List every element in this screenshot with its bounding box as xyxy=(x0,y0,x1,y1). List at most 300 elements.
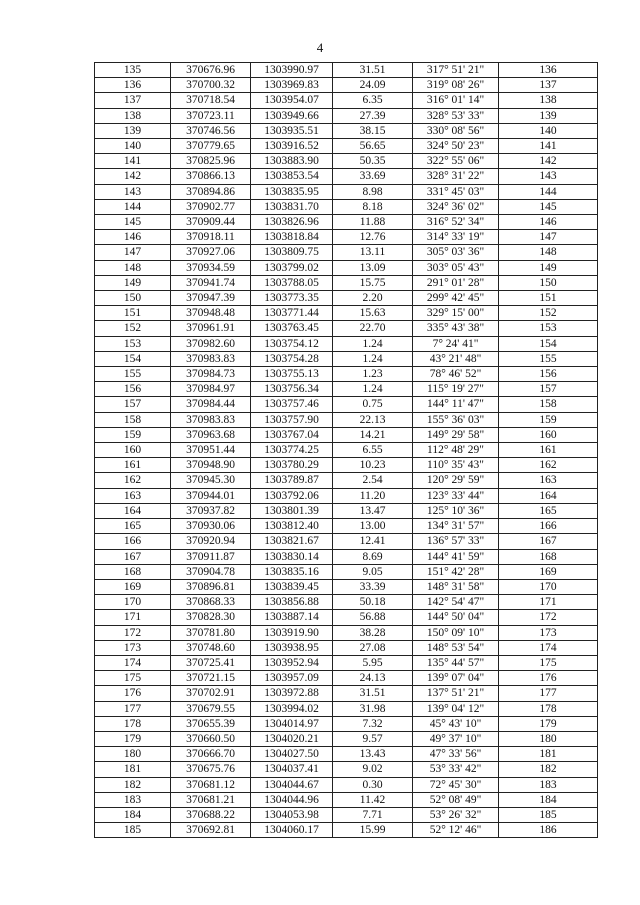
y-coordinate-cell: 1303949.66 xyxy=(251,108,333,123)
next-point-cell: 168 xyxy=(499,549,598,564)
x-coordinate-cell: 370984.44 xyxy=(171,397,251,412)
next-point-cell: 149 xyxy=(499,260,598,275)
table-row xyxy=(95,123,598,138)
y-coordinate-cell: 1304060.17 xyxy=(251,823,333,838)
table-row xyxy=(95,443,598,458)
next-point-cell: 143 xyxy=(499,169,598,184)
table-row xyxy=(95,792,598,807)
x-coordinate-cell: 370944.01 xyxy=(171,488,251,503)
x-coordinate-cell: 370902.77 xyxy=(171,199,251,214)
y-coordinate-cell: 1304014.97 xyxy=(251,716,333,731)
bearing-cell: 328° 53' 33" xyxy=(413,108,499,123)
y-coordinate-cell: 1303831.70 xyxy=(251,199,333,214)
point-number-cell: 147 xyxy=(95,245,171,260)
bearing-cell: 112° 48' 29" xyxy=(413,443,499,458)
table-row xyxy=(95,78,598,93)
point-number-cell: 148 xyxy=(95,260,171,275)
point-number-cell: 172 xyxy=(95,625,171,640)
table-row xyxy=(95,397,598,412)
bearing-cell: 305° 03' 36" xyxy=(413,245,499,260)
bearing-cell: 319° 08' 26" xyxy=(413,78,499,93)
x-coordinate-cell: 370945.30 xyxy=(171,473,251,488)
bearing-cell: 330° 08' 56" xyxy=(413,123,499,138)
distance-cell: 6.55 xyxy=(333,443,413,458)
distance-cell: 10.23 xyxy=(333,458,413,473)
table-row xyxy=(95,519,598,534)
bearing-cell: 72° 45' 30" xyxy=(413,777,499,792)
next-point-cell: 155 xyxy=(499,351,598,366)
y-coordinate-cell: 1303954.07 xyxy=(251,93,333,108)
x-coordinate-cell: 370721.15 xyxy=(171,671,251,686)
distance-cell: 9.57 xyxy=(333,731,413,746)
y-coordinate-cell: 1303916.52 xyxy=(251,139,333,154)
distance-cell: 13.43 xyxy=(333,747,413,762)
bearing-cell: 314° 33' 19" xyxy=(413,230,499,245)
table-row xyxy=(95,655,598,670)
bearing-cell: 47° 33' 56" xyxy=(413,747,499,762)
y-coordinate-cell: 1303969.83 xyxy=(251,78,333,93)
table-row xyxy=(95,108,598,123)
y-coordinate-cell: 1303835.16 xyxy=(251,564,333,579)
next-point-cell: 153 xyxy=(499,321,598,336)
next-point-cell: 177 xyxy=(499,686,598,701)
next-point-cell: 174 xyxy=(499,640,598,655)
point-number-cell: 164 xyxy=(95,503,171,518)
distance-cell: 22.13 xyxy=(333,412,413,427)
next-point-cell: 142 xyxy=(499,154,598,169)
distance-cell: 56.88 xyxy=(333,610,413,625)
x-coordinate-cell: 370688.22 xyxy=(171,807,251,822)
point-number-cell: 178 xyxy=(95,716,171,731)
bearing-cell: 134° 31' 57" xyxy=(413,519,499,534)
next-point-cell: 158 xyxy=(499,397,598,412)
bearing-cell: 49° 37' 10" xyxy=(413,731,499,746)
x-coordinate-cell: 370983.83 xyxy=(171,412,251,427)
y-coordinate-cell: 1303821.67 xyxy=(251,534,333,549)
table-row xyxy=(95,199,598,214)
table-row xyxy=(95,321,598,336)
table-row xyxy=(95,215,598,230)
point-number-cell: 169 xyxy=(95,579,171,594)
y-coordinate-cell: 1303812.40 xyxy=(251,519,333,534)
x-coordinate-cell: 370930.06 xyxy=(171,519,251,534)
next-point-cell: 182 xyxy=(499,762,598,777)
bearing-cell: 328° 31' 22" xyxy=(413,169,499,184)
distance-cell: 11.20 xyxy=(333,488,413,503)
table-row xyxy=(95,154,598,169)
distance-cell: 33.39 xyxy=(333,579,413,594)
point-number-cell: 162 xyxy=(95,473,171,488)
bearing-cell: 324° 50' 23" xyxy=(413,139,499,154)
x-coordinate-cell: 370779.65 xyxy=(171,139,251,154)
next-point-cell: 169 xyxy=(499,564,598,579)
point-number-cell: 156 xyxy=(95,382,171,397)
bearing-cell: 335° 43' 38" xyxy=(413,321,499,336)
table-row xyxy=(95,458,598,473)
bearing-cell: 53° 26' 32" xyxy=(413,807,499,822)
point-number-cell: 135 xyxy=(95,63,171,78)
x-coordinate-cell: 370679.55 xyxy=(171,701,251,716)
point-number-cell: 141 xyxy=(95,154,171,169)
bearing-cell: 125° 10' 36" xyxy=(413,503,499,518)
x-coordinate-cell: 370675.76 xyxy=(171,762,251,777)
y-coordinate-cell: 1303883.90 xyxy=(251,154,333,169)
point-number-cell: 182 xyxy=(95,777,171,792)
bearing-cell: 45° 43' 10" xyxy=(413,716,499,731)
table-row xyxy=(95,139,598,154)
table-row xyxy=(95,291,598,306)
bearing-cell: 329° 15' 00" xyxy=(413,306,499,321)
next-point-cell: 179 xyxy=(499,716,598,731)
x-coordinate-cell: 370868.33 xyxy=(171,595,251,610)
point-number-cell: 155 xyxy=(95,367,171,382)
bearing-cell: 43° 21' 48" xyxy=(413,351,499,366)
point-number-cell: 153 xyxy=(95,336,171,351)
next-point-cell: 164 xyxy=(499,488,598,503)
point-number-cell: 157 xyxy=(95,397,171,412)
y-coordinate-cell: 1303818.84 xyxy=(251,230,333,245)
next-point-cell: 148 xyxy=(499,245,598,260)
table-row xyxy=(95,549,598,564)
y-coordinate-cell: 1303763.45 xyxy=(251,321,333,336)
bearing-cell: 144° 50' 04" xyxy=(413,610,499,625)
x-coordinate-cell: 370702.91 xyxy=(171,686,251,701)
next-point-cell: 147 xyxy=(499,230,598,245)
x-coordinate-cell: 370934.59 xyxy=(171,260,251,275)
y-coordinate-cell: 1303755.13 xyxy=(251,367,333,382)
table-row xyxy=(95,93,598,108)
point-number-cell: 139 xyxy=(95,123,171,138)
y-coordinate-cell: 1303801.39 xyxy=(251,503,333,518)
x-coordinate-cell: 370700.32 xyxy=(171,78,251,93)
next-point-cell: 157 xyxy=(499,382,598,397)
point-number-cell: 173 xyxy=(95,640,171,655)
y-coordinate-cell: 1304027.50 xyxy=(251,747,333,762)
table-row xyxy=(95,336,598,351)
distance-cell: 50.35 xyxy=(333,154,413,169)
distance-cell: 13.47 xyxy=(333,503,413,518)
table-row xyxy=(95,579,598,594)
bearing-cell: 78° 46' 52" xyxy=(413,367,499,382)
point-number-cell: 144 xyxy=(95,199,171,214)
table-row xyxy=(95,686,598,701)
x-coordinate-cell: 370920.94 xyxy=(171,534,251,549)
distance-cell: 38.28 xyxy=(333,625,413,640)
distance-cell: 24.09 xyxy=(333,78,413,93)
bearing-cell: 110° 35' 43" xyxy=(413,458,499,473)
bearing-cell: 142° 54' 47" xyxy=(413,595,499,610)
point-number-cell: 150 xyxy=(95,291,171,306)
point-number-cell: 163 xyxy=(95,488,171,503)
y-coordinate-cell: 1303994.02 xyxy=(251,701,333,716)
next-point-cell: 185 xyxy=(499,807,598,822)
distance-cell: 31.51 xyxy=(333,686,413,701)
next-point-cell: 150 xyxy=(499,275,598,290)
distance-cell: 12.41 xyxy=(333,534,413,549)
y-coordinate-cell: 1304044.67 xyxy=(251,777,333,792)
distance-cell: 13.00 xyxy=(333,519,413,534)
distance-cell: 56.65 xyxy=(333,139,413,154)
next-point-cell: 161 xyxy=(499,443,598,458)
point-number-cell: 184 xyxy=(95,807,171,822)
bearing-cell: 324° 36' 02" xyxy=(413,199,499,214)
distance-cell: 1.24 xyxy=(333,336,413,351)
next-point-cell: 141 xyxy=(499,139,598,154)
bearing-cell: 120° 29' 59" xyxy=(413,473,499,488)
bearing-cell: 291° 01' 28" xyxy=(413,275,499,290)
point-number-cell: 143 xyxy=(95,184,171,199)
y-coordinate-cell: 1303767.04 xyxy=(251,427,333,442)
table-row xyxy=(95,306,598,321)
distance-cell: 13.09 xyxy=(333,260,413,275)
distance-cell: 50.18 xyxy=(333,595,413,610)
table-row xyxy=(95,427,598,442)
next-point-cell: 152 xyxy=(499,306,598,321)
point-number-cell: 159 xyxy=(95,427,171,442)
bearing-cell: 139° 04' 12" xyxy=(413,701,499,716)
bearing-cell: 52° 08' 49" xyxy=(413,792,499,807)
table-row xyxy=(95,367,598,382)
point-number-cell: 137 xyxy=(95,93,171,108)
next-point-cell: 176 xyxy=(499,671,598,686)
x-coordinate-cell: 370948.48 xyxy=(171,306,251,321)
bearing-cell: 148° 31' 58" xyxy=(413,579,499,594)
point-number-cell: 136 xyxy=(95,78,171,93)
table-row xyxy=(95,275,598,290)
next-point-cell: 139 xyxy=(499,108,598,123)
y-coordinate-cell: 1303839.45 xyxy=(251,579,333,594)
point-number-cell: 161 xyxy=(95,458,171,473)
bearing-cell: 139° 07' 04" xyxy=(413,671,499,686)
x-coordinate-cell: 370866.13 xyxy=(171,169,251,184)
bearing-cell: 115° 19' 27" xyxy=(413,382,499,397)
table-row xyxy=(95,747,598,762)
distance-cell: 0.30 xyxy=(333,777,413,792)
point-number-cell: 160 xyxy=(95,443,171,458)
distance-cell: 1.24 xyxy=(333,382,413,397)
table-row xyxy=(95,823,598,838)
y-coordinate-cell: 1303789.87 xyxy=(251,473,333,488)
table-row xyxy=(95,184,598,199)
y-coordinate-cell: 1303935.51 xyxy=(251,123,333,138)
x-coordinate-cell: 370982.60 xyxy=(171,336,251,351)
point-number-cell: 183 xyxy=(95,792,171,807)
point-number-cell: 185 xyxy=(95,823,171,838)
y-coordinate-cell: 1303757.46 xyxy=(251,397,333,412)
distance-cell: 11.42 xyxy=(333,792,413,807)
next-point-cell: 170 xyxy=(499,579,598,594)
y-coordinate-cell: 1303856.88 xyxy=(251,595,333,610)
next-point-cell: 186 xyxy=(499,823,598,838)
bearing-cell: 136° 57' 33" xyxy=(413,534,499,549)
bearing-cell: 53° 33' 42" xyxy=(413,762,499,777)
point-number-cell: 154 xyxy=(95,351,171,366)
table-body xyxy=(95,63,598,838)
point-number-cell: 170 xyxy=(95,595,171,610)
point-number-cell: 168 xyxy=(95,564,171,579)
point-number-cell: 181 xyxy=(95,762,171,777)
point-number-cell: 149 xyxy=(95,275,171,290)
distance-cell: 8.98 xyxy=(333,184,413,199)
next-point-cell: 180 xyxy=(499,731,598,746)
distance-cell: 1.24 xyxy=(333,351,413,366)
point-number-cell: 146 xyxy=(95,230,171,245)
bearing-cell: 299° 42' 45" xyxy=(413,291,499,306)
distance-cell: 15.75 xyxy=(333,275,413,290)
table-row xyxy=(95,671,598,686)
bearing-cell: 123° 33' 44" xyxy=(413,488,499,503)
distance-cell: 12.76 xyxy=(333,230,413,245)
x-coordinate-cell: 370963.68 xyxy=(171,427,251,442)
y-coordinate-cell: 1303756.34 xyxy=(251,382,333,397)
next-point-cell: 167 xyxy=(499,534,598,549)
table-row xyxy=(95,473,598,488)
x-coordinate-cell: 370984.97 xyxy=(171,382,251,397)
table-row xyxy=(95,382,598,397)
distance-cell: 8.69 xyxy=(333,549,413,564)
table-row xyxy=(95,412,598,427)
y-coordinate-cell: 1304020.21 xyxy=(251,731,333,746)
bearing-cell: 322° 55' 06" xyxy=(413,154,499,169)
y-coordinate-cell: 1303780.29 xyxy=(251,458,333,473)
table-row xyxy=(95,534,598,549)
bearing-cell: 317° 51' 21" xyxy=(413,63,499,78)
point-number-cell: 138 xyxy=(95,108,171,123)
table-row xyxy=(95,63,598,78)
distance-cell: 9.05 xyxy=(333,564,413,579)
point-number-cell: 140 xyxy=(95,139,171,154)
distance-cell: 24.13 xyxy=(333,671,413,686)
x-coordinate-cell: 370666.70 xyxy=(171,747,251,762)
next-point-cell: 163 xyxy=(499,473,598,488)
y-coordinate-cell: 1303809.75 xyxy=(251,245,333,260)
point-number-cell: 174 xyxy=(95,655,171,670)
next-point-cell: 136 xyxy=(499,63,598,78)
next-point-cell: 156 xyxy=(499,367,598,382)
bearing-cell: 137° 51' 21" xyxy=(413,686,499,701)
point-number-cell: 171 xyxy=(95,610,171,625)
next-point-cell: 175 xyxy=(499,655,598,670)
bearing-cell: 149° 29' 58" xyxy=(413,427,499,442)
y-coordinate-cell: 1304044.96 xyxy=(251,792,333,807)
distance-cell: 33.69 xyxy=(333,169,413,184)
table-row xyxy=(95,762,598,777)
distance-cell: 31.98 xyxy=(333,701,413,716)
table-row xyxy=(95,503,598,518)
table-row xyxy=(95,610,598,625)
next-point-cell: 181 xyxy=(499,747,598,762)
x-coordinate-cell: 370927.06 xyxy=(171,245,251,260)
x-coordinate-cell: 370911.87 xyxy=(171,549,251,564)
distance-cell: 27.08 xyxy=(333,640,413,655)
bearing-cell: 151° 42' 28" xyxy=(413,564,499,579)
x-coordinate-cell: 370896.81 xyxy=(171,579,251,594)
next-point-cell: 171 xyxy=(499,595,598,610)
x-coordinate-cell: 370723.11 xyxy=(171,108,251,123)
point-number-cell: 151 xyxy=(95,306,171,321)
next-point-cell: 166 xyxy=(499,519,598,534)
next-point-cell: 138 xyxy=(499,93,598,108)
distance-cell: 15.63 xyxy=(333,306,413,321)
y-coordinate-cell: 1304037.41 xyxy=(251,762,333,777)
next-point-cell: 172 xyxy=(499,610,598,625)
x-coordinate-cell: 370941.74 xyxy=(171,275,251,290)
y-coordinate-cell: 1303792.06 xyxy=(251,488,333,503)
x-coordinate-cell: 370948.90 xyxy=(171,458,251,473)
next-point-cell: 160 xyxy=(499,427,598,442)
distance-cell: 31.51 xyxy=(333,63,413,78)
next-point-cell: 178 xyxy=(499,701,598,716)
y-coordinate-cell: 1303972.88 xyxy=(251,686,333,701)
next-point-cell: 183 xyxy=(499,777,598,792)
table-row xyxy=(95,777,598,792)
x-coordinate-cell: 370918.11 xyxy=(171,230,251,245)
distance-cell: 8.18 xyxy=(333,199,413,214)
table-row xyxy=(95,640,598,655)
distance-cell: 15.99 xyxy=(333,823,413,838)
x-coordinate-cell: 370961.91 xyxy=(171,321,251,336)
point-number-cell: 175 xyxy=(95,671,171,686)
next-point-cell: 140 xyxy=(499,123,598,138)
next-point-cell: 154 xyxy=(499,336,598,351)
y-coordinate-cell: 1304053.98 xyxy=(251,807,333,822)
page-number: 4 xyxy=(316,40,324,55)
bearing-cell: 303° 05' 43" xyxy=(413,260,499,275)
table-row xyxy=(95,564,598,579)
distance-cell: 7.71 xyxy=(333,807,413,822)
table-row xyxy=(95,701,598,716)
distance-cell: 6.35 xyxy=(333,93,413,108)
x-coordinate-cell: 370718.54 xyxy=(171,93,251,108)
table-row xyxy=(95,731,598,746)
distance-cell: 2.20 xyxy=(333,291,413,306)
y-coordinate-cell: 1303771.44 xyxy=(251,306,333,321)
point-number-cell: 179 xyxy=(95,731,171,746)
next-point-cell: 162 xyxy=(499,458,598,473)
distance-cell: 22.70 xyxy=(333,321,413,336)
coordinates-table xyxy=(94,62,598,838)
bearing-cell: 331° 45' 03" xyxy=(413,184,499,199)
x-coordinate-cell: 370655.39 xyxy=(171,716,251,731)
bearing-cell: 135° 44' 57" xyxy=(413,655,499,670)
y-coordinate-cell: 1303887.14 xyxy=(251,610,333,625)
y-coordinate-cell: 1303919.90 xyxy=(251,625,333,640)
table-row xyxy=(95,260,598,275)
distance-cell: 14.21 xyxy=(333,427,413,442)
y-coordinate-cell: 1303952.94 xyxy=(251,655,333,670)
x-coordinate-cell: 370681.12 xyxy=(171,777,251,792)
point-number-cell: 180 xyxy=(95,747,171,762)
table-row xyxy=(95,595,598,610)
next-point-cell: 165 xyxy=(499,503,598,518)
point-number-cell: 152 xyxy=(95,321,171,336)
y-coordinate-cell: 1303830.14 xyxy=(251,549,333,564)
y-coordinate-cell: 1303853.54 xyxy=(251,169,333,184)
point-number-cell: 177 xyxy=(95,701,171,716)
next-point-cell: 146 xyxy=(499,215,598,230)
next-point-cell: 151 xyxy=(499,291,598,306)
table-row xyxy=(95,169,598,184)
x-coordinate-cell: 370937.82 xyxy=(171,503,251,518)
point-number-cell: 165 xyxy=(95,519,171,534)
y-coordinate-cell: 1303788.05 xyxy=(251,275,333,290)
distance-cell: 2.54 xyxy=(333,473,413,488)
x-coordinate-cell: 370909.44 xyxy=(171,215,251,230)
x-coordinate-cell: 370904.78 xyxy=(171,564,251,579)
y-coordinate-cell: 1303957.09 xyxy=(251,671,333,686)
point-number-cell: 145 xyxy=(95,215,171,230)
distance-cell: 13.11 xyxy=(333,245,413,260)
